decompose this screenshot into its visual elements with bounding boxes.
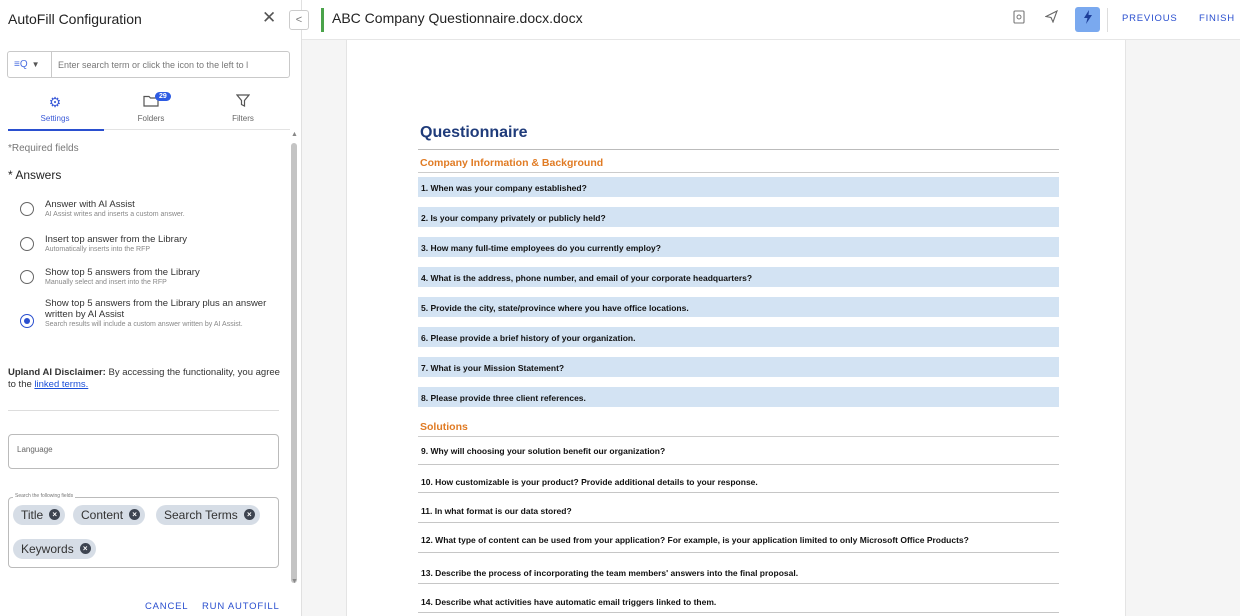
question-row[interactable]: 6. Please provide a brief history of your organization. xyxy=(418,327,1059,347)
radio-button-selected[interactable] xyxy=(20,314,34,328)
tab-filters-label: Filters xyxy=(232,114,254,123)
question-row[interactable]: 11. In what format is our data stored? xyxy=(421,506,572,516)
option-subtitle: Search results will include a custom answer written by AI Assist. xyxy=(45,321,243,328)
question-row[interactable]: 2. Is your company privately or publicly held? xyxy=(418,207,1059,227)
tab-settings[interactable] xyxy=(8,92,102,130)
folder-icon xyxy=(104,92,198,112)
document-title: ABC Company Questionnaire.docx.docx xyxy=(332,10,583,26)
search-mode-icon: ≡Q xyxy=(14,59,28,70)
question-row[interactable]: 3. How many full-time employees do you currently employ? xyxy=(418,237,1059,257)
lightning-bolt-icon xyxy=(1083,10,1093,24)
title-rule xyxy=(418,149,1059,150)
chip-label: Search Terms xyxy=(164,508,238,522)
questionnaire-title: Questionnaire xyxy=(420,124,528,141)
option-title: Insert top answer from the Library xyxy=(45,234,188,245)
disclaimer-bold: Upland AI Disclaimer: xyxy=(8,367,106,378)
option-subtitle: Automatically inserts into the RFP xyxy=(45,246,151,253)
divider xyxy=(8,410,279,411)
close-icon[interactable]: ✕ xyxy=(262,8,277,27)
language-field[interactable] xyxy=(8,434,279,469)
filter-icon xyxy=(196,92,290,112)
chip-keywords xyxy=(13,539,96,559)
autofill-bolt-button[interactable] xyxy=(1075,7,1100,32)
radio-button[interactable] xyxy=(20,237,34,251)
section-heading: Solutions xyxy=(420,421,468,433)
remove-chip-icon[interactable]: × xyxy=(244,509,255,520)
row-rule xyxy=(418,377,1059,378)
question-row[interactable]: 8. Please provide three client references. xyxy=(418,387,1059,407)
remove-chip-icon[interactable]: × xyxy=(80,543,91,554)
option-subtitle: Manually select and insert into the RFP xyxy=(45,279,167,286)
option-title: Show top 5 answers from the Library xyxy=(45,267,200,278)
section-rule xyxy=(418,436,1059,437)
row-rule xyxy=(418,227,1059,228)
search-fields-legend: Search the following fields xyxy=(15,493,74,499)
question-row[interactable]: 1. When was your company established? xyxy=(418,177,1059,197)
scrollbar-thumb[interactable] xyxy=(291,143,297,583)
question-row[interactable]: 13. Describe the process of incorporating the team members' answers into the final proposal. xyxy=(421,568,799,578)
search-mode-dropdown[interactable] xyxy=(8,52,52,77)
collapse-panel-button[interactable]: < xyxy=(289,10,309,30)
linked-terms-link[interactable]: linked terms. xyxy=(34,379,89,390)
row-rule xyxy=(418,287,1059,288)
question-row[interactable]: 9. Why will choosing your solution benefit our organization? xyxy=(421,446,666,456)
finish-button[interactable]: FINISH xyxy=(1199,13,1235,24)
row-rule xyxy=(418,583,1059,584)
ai-disclaimer xyxy=(8,367,283,391)
row-rule xyxy=(418,197,1059,198)
option-title: Answer with AI Assist xyxy=(45,199,135,210)
tab-folders-label: Folders xyxy=(137,114,165,123)
status-indicator-bar xyxy=(321,8,324,32)
run-autofill-button[interactable]: RUN AUTOFILL xyxy=(202,601,280,612)
search-box xyxy=(7,51,290,78)
panel-tabs xyxy=(8,92,290,130)
question-row[interactable]: 12. What type of content can be used from your application? For example, is your application limited to only Microsoft Office Products? xyxy=(421,535,969,545)
row-rule xyxy=(418,552,1059,553)
chip-label: Content xyxy=(81,508,124,522)
previous-button[interactable]: PREVIOUS xyxy=(1122,13,1178,24)
tab-settings-label: Settings xyxy=(40,114,70,123)
toolbar-divider xyxy=(1107,8,1108,32)
row-rule xyxy=(418,317,1059,318)
remove-chip-icon[interactable]: × xyxy=(129,509,140,520)
gear-icon: ⚙ xyxy=(48,94,62,110)
folders-count-badge: 29 xyxy=(155,92,171,101)
tab-filters[interactable] xyxy=(196,92,290,130)
question-row[interactable]: 5. Provide the city, state/province where you have office locations. xyxy=(418,297,1059,317)
section-rule xyxy=(418,172,1059,173)
remove-chip-icon[interactable]: × xyxy=(49,509,60,520)
answers-heading: * Answers xyxy=(8,168,62,182)
required-fields-note: *Required fields xyxy=(8,143,79,154)
row-rule xyxy=(418,492,1059,493)
panel-scrollbar[interactable] xyxy=(289,131,299,591)
cancel-button[interactable]: CANCEL xyxy=(145,601,189,612)
question-row[interactable]: 4. What is the address, phone number, and email of your corporate headquarters? xyxy=(418,267,1059,287)
question-row[interactable]: 10. How customizable is your product? Provide additional details to your response. xyxy=(421,477,758,487)
scroll-down-icon[interactable]: ▼ xyxy=(291,578,298,585)
option-subtitle: AI Assist writes and inserts a custom answer. xyxy=(45,211,185,218)
row-rule xyxy=(418,347,1059,348)
row-rule xyxy=(418,257,1059,258)
section-heading: Company Information & Background xyxy=(420,157,604,169)
chevron-down-icon: ▼ xyxy=(31,60,40,69)
autofill-panel xyxy=(0,0,298,616)
radio-button[interactable] xyxy=(20,270,34,284)
panel-title: AutoFill Configuration xyxy=(8,11,142,27)
panel-header xyxy=(0,0,290,38)
question-row[interactable]: 14. Describe what activities have automatic email triggers linked to them. xyxy=(421,597,717,607)
preview-icon[interactable] xyxy=(1013,10,1025,27)
row-rule xyxy=(418,464,1059,465)
chip-label: Title xyxy=(21,508,44,522)
language-label: Language xyxy=(17,445,53,454)
scroll-up-icon[interactable]: ▲ xyxy=(291,131,298,138)
search-fields-box xyxy=(8,493,279,568)
radio-button[interactable] xyxy=(20,202,34,216)
chip-content xyxy=(73,505,145,525)
disclaimer-text: By accessing the functionality, you agree to the xyxy=(8,367,280,390)
tab-folders[interactable] xyxy=(104,92,198,130)
row-rule xyxy=(418,612,1059,613)
question-row[interactable]: 7. What is your Mission Statement? xyxy=(418,357,1059,377)
row-rule xyxy=(418,522,1059,523)
option-title: Show top 5 answers from the Library plus an answer written by AI Assist xyxy=(45,298,267,320)
search-input[interactable] xyxy=(58,55,286,74)
chip-search-terms xyxy=(156,505,260,525)
send-icon[interactable] xyxy=(1045,10,1058,26)
chip-title xyxy=(13,505,65,525)
chip-label: Keywords xyxy=(21,542,74,556)
